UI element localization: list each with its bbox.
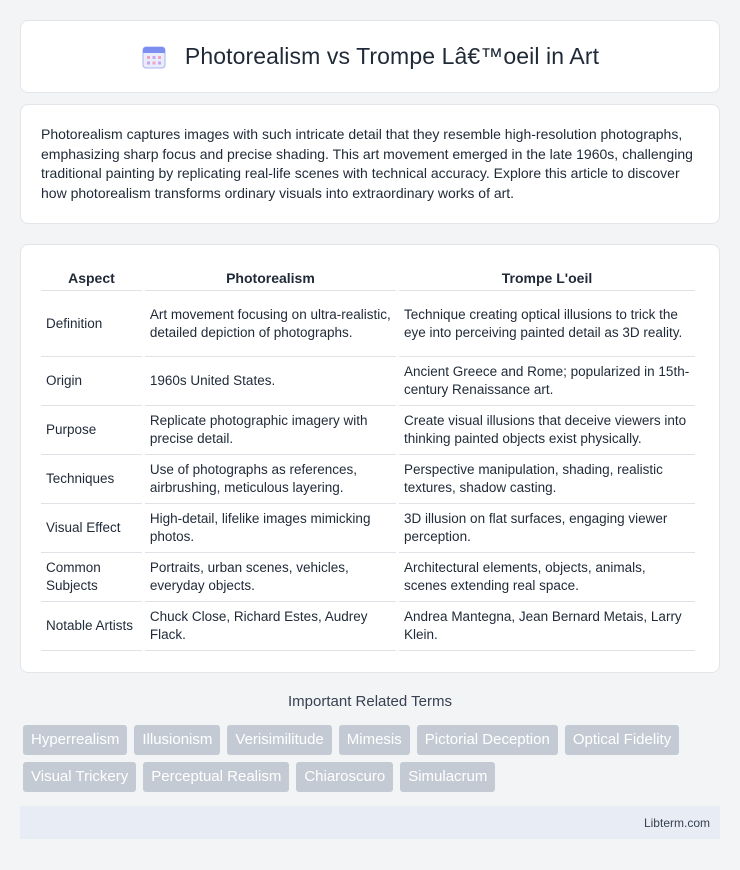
related-term-tag[interactable]: Pictorial Deception (417, 725, 558, 755)
intro-card (20, 104, 720, 224)
related-term-tag[interactable]: Visual Trickery (23, 762, 136, 792)
row-aspect-cell: Common Subjects (41, 553, 142, 602)
related-term-tag[interactable]: Chiaroscuro (296, 762, 393, 792)
related-term-tag[interactable]: Mimesis (339, 725, 410, 755)
header-photorealism: Photorealism (145, 265, 396, 291)
row-trompe-cell: Create visual illusions that deceive viewers into thinking painted objects exist physically. (399, 406, 695, 455)
row-photorealism-cell: High-detail, lifelike images mimicking photos. (145, 504, 396, 553)
related-term-tag[interactable]: Optical Fidelity (565, 725, 679, 755)
row-trompe-cell: 3D illusion on flat surfaces, engaging viewer perception. (399, 504, 695, 553)
header-aspect: Aspect (41, 265, 142, 291)
row-aspect-cell: Visual Effect (41, 504, 142, 553)
related-term-tag[interactable]: Simulacrum (400, 762, 495, 792)
row-photorealism-cell: 1960s United States. (145, 357, 396, 406)
footer-site-link[interactable]: Libterm.com (643, 815, 710, 830)
table-row (41, 291, 695, 357)
related-term-tag[interactable]: Illusionism (134, 725, 220, 755)
comparison-table (38, 265, 698, 651)
row-trompe-cell: Andrea Mantegna, Jean Bernard Metais, Larry Klein. (399, 602, 695, 651)
footer (20, 806, 720, 839)
related-terms-list (23, 725, 703, 792)
row-trompe-cell: Perspective manipulation, shading, realistic textures, shadow casting. (399, 455, 695, 504)
row-photorealism-cell: Portraits, urban scenes, vehicles, everyday objects. (145, 553, 396, 602)
table-row (41, 406, 695, 455)
row-trompe-cell: Architectural elements, objects, animals, scenes extending real space. (399, 553, 695, 602)
page-title: Photorealism vs Trompe Lâ€™oeil in Art (184, 43, 600, 69)
table-row (41, 602, 695, 651)
header-trompe-loeil: Trompe L'oeil (399, 265, 695, 291)
row-photorealism-cell: Art movement focusing on ultra-realistic, detailed depiction of photographs. (145, 291, 396, 357)
table-row (41, 455, 695, 504)
calendar-icon (141, 44, 167, 70)
table-row (41, 357, 695, 406)
related-term-tag[interactable]: Verisimilitude (227, 725, 331, 755)
table-header-row (41, 265, 695, 291)
table-row (41, 504, 695, 553)
intro-paragraph: Photorealism captures images with such intricate detail that they resemble high-resolution photographs, emphasizing sharp focus and precise shading. This art movement emerged in the late 1960s, challenging traditional painting by replicating real-life scenes with technical accuracy. Explore this article to discover how photorealism transforms ordinary visuals into extraordinary works of art. (41, 126, 693, 201)
row-trompe-cell: Technique creating optical illusions to trick the eye into perceiving painted detail as 3D reality. (399, 291, 695, 357)
row-photorealism-cell: Use of photographs as references, airbrushing, meticulous layering. (145, 455, 396, 504)
row-aspect-cell: Definition (41, 291, 142, 357)
row-aspect-cell: Techniques (41, 455, 142, 504)
row-photorealism-cell: Chuck Close, Richard Estes, Audrey Flack. (145, 602, 396, 651)
row-aspect-cell: Purpose (41, 406, 142, 455)
header-card (20, 20, 720, 93)
row-photorealism-cell: Replicate photographic imagery with precise detail. (145, 406, 396, 455)
row-aspect-cell: Origin (41, 357, 142, 406)
related-term-tag[interactable]: Perceptual Realism (143, 762, 289, 792)
row-aspect-cell: Notable Artists (41, 602, 142, 651)
related-terms-title: Important Related Terms (288, 693, 452, 710)
row-trompe-cell: Ancient Greece and Rome; popularized in 15th-century Renaissance art. (399, 357, 695, 406)
table-row (41, 553, 695, 602)
comparison-table-card (20, 244, 720, 673)
related-term-tag[interactable]: Hyperrealism (23, 725, 127, 755)
